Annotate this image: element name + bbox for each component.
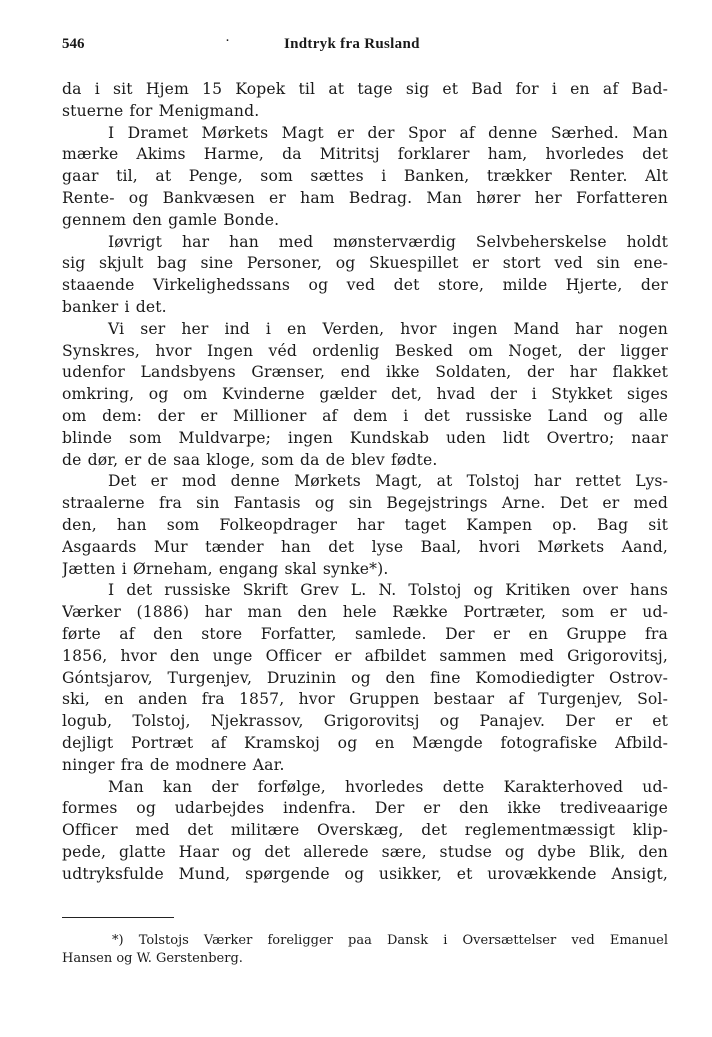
text-line: I Dramet Mørkets Magt er der Spor af denne Særhed. Man [108,123,668,142]
text-line: Góntsjarov, Turgenjev, Druzinin og den fine Komodiedigter Ostrov- [62,668,668,687]
text-line: udenfor Landsbyens Grænser, end ikke Soldaten, der har flakket [62,363,668,382]
page-header [62,33,668,56]
text-line: gennem den gamle Bonde. [62,210,280,229]
footnote-rule [62,917,174,918]
text-line: omkring, og om Kvinderne gælder det, hvad der i Stykket siges [62,385,668,404]
text-line: dejligt Portræt af Kramskoj og en Mængde fotografiske Afbild- [62,733,668,752]
text-line: formes og udarbejdes indenfra. Der er den ikke trediveaarige [62,799,668,818]
text-line: Synskres, hvor Ingen véd ordenlig Besked om Noget, der ligger [62,341,668,360]
text-line: Værker (1886) har man den hele Række Portræter, som er ud- [62,603,668,622]
text-line: udtryksfulde Mund, spørgende og usikker, et urovækkende Ansigt, [62,864,668,883]
text-line: pede, glatte Haar og det allerede sære, studse og dybe Blik, den [62,842,668,861]
text-line: straalerne fra sin Fantasis og sin Begejstrings Arne. Det er med [62,494,668,513]
body-text [62,79,668,885]
text-line: om dem: der er Millioner af dem i det russiske Land og alle [62,406,668,425]
text-line: Vi ser her ind i en Verden, hvor ingen Mand har nogen [108,319,668,338]
text-line: førte af den store Forfatter, samlede. Der er en Gruppe fra [62,624,668,643]
header-dot: · [225,33,230,49]
text-line: ski, en anden fra 1857, hvor Gruppen bestaar af Turgenjev, Sol- [62,690,668,709]
text-line: Man kan der forfølge, hvorledes dette Karakterhoved ud- [108,777,668,796]
footnote [62,932,668,968]
text-line: Rente- og Bankvæsen er ham Bedrag. Man hører her Forfatteren [62,188,668,207]
footnote-line: *) Tolstojs Værker foreligger paa Dansk i Oversættelser ved Emanuel [112,933,668,948]
text-line: gaar til, at Penge, som sættes i Banken, trækker Renter. Alt [62,167,668,186]
text-line: ninger fra de modnere Aar. [62,755,285,774]
text-line: logub, Tolstoj, Njekrassov, Grigorovitsj og Panajev. Der er et [62,712,668,731]
text-line: den, han som Folkeopdrager har taget Kampen op. Bag sit [62,515,668,534]
text-line: I det russiske Skrift Grev L. N. Tolstoj og Kritiken over hans [108,581,668,600]
text-line: sig skjult bag sine Personer, og Skuespillet er stort ved sin ene- [62,254,668,273]
footnote-line: Hansen og W. Gerstenberg. [62,951,243,966]
page-number: 546 [62,36,85,52]
text-line: stuerne for Menigmand. [62,101,260,120]
text-line: de dør, er de saa kloge, som da de blev fødte. [62,450,438,469]
text-line: blinde som Muldvarpe; ingen Kundskab uden lidt Overtro; naar [62,428,668,447]
text-line: mærke Akims Harme, da Mitritsj forklarer ham, hvorledes det [62,145,668,164]
text-line: Iøvrigt har han med mønsterværdig Selvbeherskelse holdt [108,232,668,251]
text-line: da i sit Hjem 15 Kopek til at tage sig et Bad for i en af Bad- [62,80,668,98]
text-line: Asgaards Mur tænder han det lyse Baal, hvori Mørkets Aand, [62,537,668,556]
text-line: Officer med det militære Overskæg, det reglementmæssigt klip- [62,821,668,840]
text-line: Det er mod denne Mørkets Magt, at Tolstoj har rettet Lys- [108,472,668,491]
text-line: staaende Virkelighedssans og ved det store, milde Hjerte, der [62,276,668,295]
running-title: Indtryk fra Rusland [284,36,420,52]
text-line: 1856, hvor den unge Officer er afbildet sammen med Grigorovitsj, [62,646,668,665]
text-line: banker i det. [62,297,167,316]
text-line: Jætten i Ørneham, engang skal synke*). [62,559,389,578]
